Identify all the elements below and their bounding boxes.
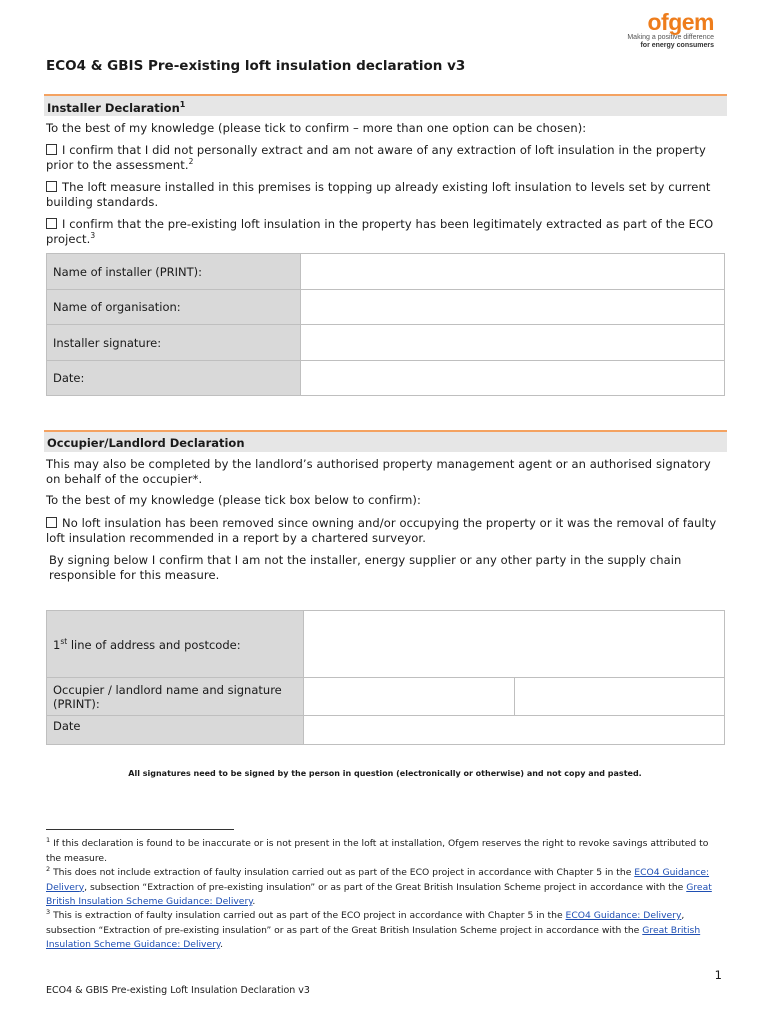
occupier-name-signature-label: Occupier / landlord name and signature (PRINT): (47, 678, 304, 716)
installer-option-3-text: I confirm that the pre-existing loft insulation in the property has been legitimately extracted as part of the ECO project. (46, 217, 714, 246)
gbis-guidance-link[interactable]: Great British Insulation Scheme Guidance: Delivery (46, 881, 712, 907)
occupier-option-checkbox[interactable] (46, 517, 57, 528)
organisation-name-label: Name of organisation: (47, 290, 301, 325)
footnote-3-text-c: . (220, 939, 223, 950)
ofgem-logo (627, 10, 714, 50)
table-row (47, 361, 725, 396)
table-row (47, 716, 725, 745)
footnote-1-text: If this declaration is found to be inaccurate or is not present in the loft at installation, Ofgem reserves the right to revoke savings attributed to the measure. (46, 838, 709, 864)
installer-intro: To the best of my knowledge (please tick to confirm – more than one option can be chosen): (46, 121, 587, 135)
footnote-2-text-b: , subsection “Extraction of pre-existing insulation” or as part of the Great British Insulation Scheme project in accordance with the (84, 881, 687, 893)
table-row (47, 611, 725, 678)
footnote-divider (46, 829, 234, 830)
occupier-date-label: Date (47, 716, 304, 745)
address-postcode-label (47, 611, 304, 678)
eco4-guidance-link[interactable]: ECO4 Guidance: Delivery (565, 910, 682, 921)
installer-option-3-checkbox[interactable] (46, 218, 57, 229)
address-label-ordinal: st (60, 636, 68, 646)
footnote-2-text-a: This does not include extraction of faulty insulation carried out as part of the ECO project in accordance with Chapter 5 in the (53, 867, 635, 878)
footnote-3-text-b: , subsection “Extraction of pre-existing insulation” or as part of the Great British Insulation Scheme project in accordance with the (46, 910, 685, 936)
occupier-intro: This may also be completed by the landlord’s authorised property management agent or an authorised signatory on behalf of the occupier*. (46, 457, 711, 486)
address-postcode-field[interactable] (304, 611, 725, 678)
table-row (47, 290, 725, 325)
occupier-tick-intro: To the best of my knowledge (please tick box below to confirm): (46, 493, 421, 507)
table-row (47, 325, 725, 361)
occupier-signature-field[interactable] (514, 678, 725, 716)
footnote-3 (46, 909, 726, 953)
occupier-date-field[interactable] (304, 716, 725, 745)
logo-wordmark: ofgem (647, 9, 714, 35)
logo-tagline-bold: for energy consumers (640, 42, 714, 49)
installer-heading-footnote-ref: 1 (179, 100, 186, 109)
installer-name-label: Name of installer (PRINT): (47, 254, 301, 290)
page-footer: ECO4 & GBIS Pre-existing Loft Insulation Declaration v3 (46, 985, 310, 996)
occupier-option (46, 516, 726, 545)
footnote-3-number: 3 (46, 907, 51, 916)
address-label-text: line of address and postcode: (67, 637, 241, 652)
address-label-number: 1 (53, 637, 61, 652)
installer-signature-field[interactable] (301, 325, 725, 361)
installer-option-3 (46, 217, 726, 246)
footnote-3-text-a: This is extraction of faulty insulation carried out as part of the ECO project in accordance with Chapter 5 in the (53, 910, 566, 921)
logo-tagline: Making a positive difference (627, 34, 714, 41)
table-row (47, 254, 725, 290)
footnote-1 (46, 837, 726, 866)
document-title: ECO4 & GBIS Pre-existing loft insulation declaration v3 (46, 58, 466, 74)
footnote-2-text-c: . (252, 896, 256, 907)
occupier-section-heading: Occupier/Landlord Declaration (44, 430, 727, 452)
installer-section-heading (44, 94, 727, 116)
footnote-2 (46, 866, 726, 910)
installer-option-2-checkbox[interactable] (46, 181, 57, 192)
gbis-guidance-link[interactable]: Great British Insulation Scheme Guidance: Delivery (46, 924, 701, 950)
table-row (47, 678, 725, 716)
occupier-signing-statement: By signing below I confirm that I am not the installer, energy supplier or any other party in the supply chain responsible for this measure. (49, 553, 682, 582)
installer-date-label: Date: (47, 361, 301, 396)
installer-details-table (46, 253, 725, 396)
eco4-guidance-link[interactable]: ECO4 Guidance: Delivery (46, 867, 710, 893)
installer-signature-label: Installer signature: (47, 325, 301, 361)
installer-option-2-text: The loft measure installed in this premises is topping up already existing loft insulation to levels set by current building standards. (46, 180, 711, 209)
installer-option-1-text: I confirm that I did not personally extract and am not aware of any extraction of loft insulation in the property prior to the assessment. (46, 143, 706, 172)
footnote-1-number: 1 (46, 835, 51, 844)
occupier-details-table (46, 610, 725, 745)
installer-name-field[interactable] (301, 254, 725, 290)
installer-date-field[interactable] (301, 361, 725, 396)
organisation-name-field[interactable] (301, 290, 725, 325)
signatures-note: All signatures need to be signed by the person in question (electronically or otherwise) and not copy and pasted. (128, 769, 642, 778)
installer-option-3-footnote-ref: 3 (90, 230, 96, 240)
installer-heading-text: Installer Declaration (47, 100, 180, 115)
installer-option-1-footnote-ref: 2 (188, 156, 194, 166)
installer-option-1-checkbox[interactable] (46, 144, 57, 155)
page-number: 1 (714, 968, 722, 982)
installer-option-1 (46, 143, 726, 172)
footnote-2-number: 2 (46, 864, 51, 873)
occupier-option-text: No loft insulation has been removed since owning and/or occupying the property or it was the removal of faulty loft insulation recommended in a report by a chartered surveyor. (46, 516, 717, 545)
installer-option-2 (46, 180, 726, 209)
occupier-name-field[interactable] (304, 678, 515, 716)
